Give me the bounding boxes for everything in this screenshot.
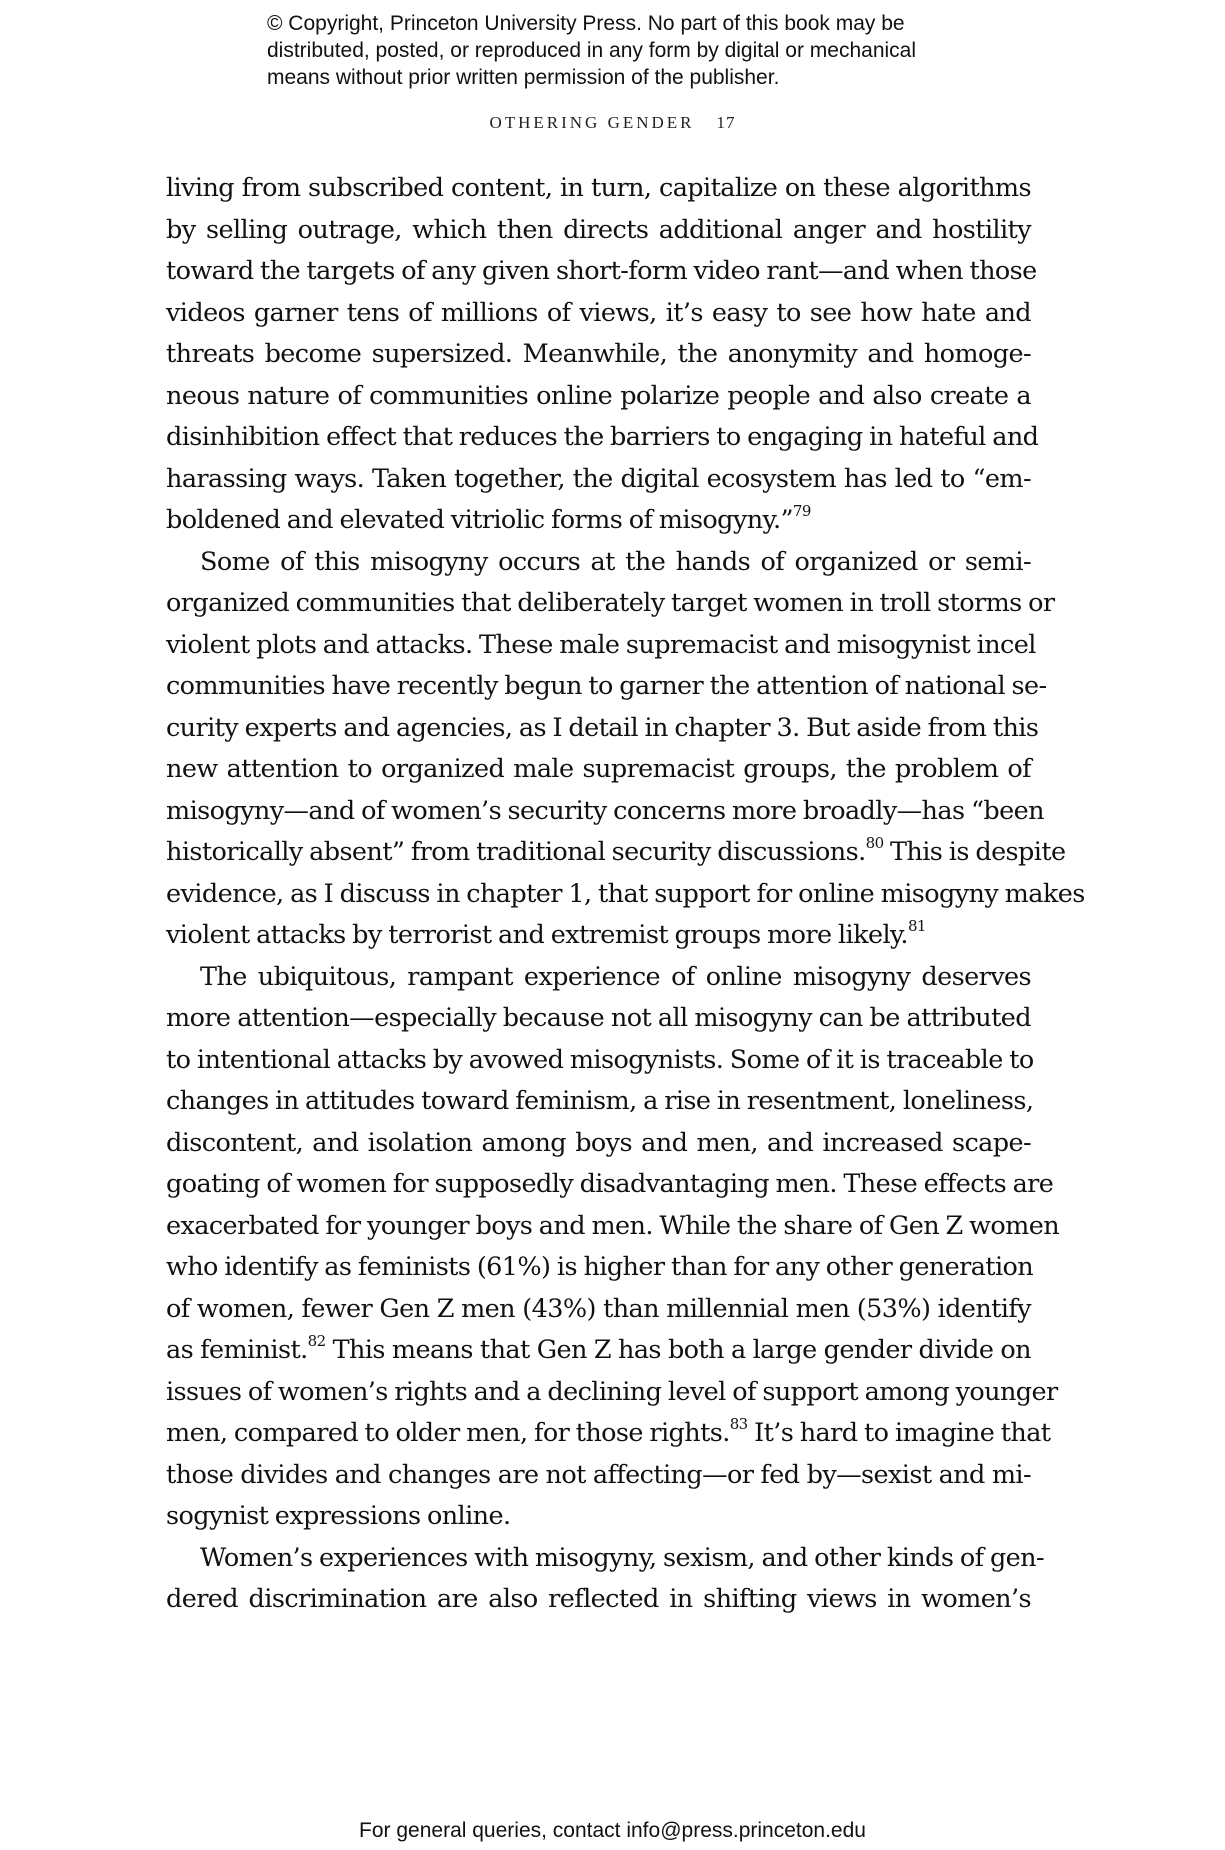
text-line: violent plots and attacks. These male supremacist and misogynist incel	[166, 629, 1036, 660]
text-line: threats become supersized. Meanwhile, the anonymity and homoge-	[166, 339, 1031, 369]
copyright-line: © Copyright, Princeton University Press. No part of this book may be	[267, 12, 905, 35]
text-line: misogyny—and of women’s security concerns more broadly—has “been	[166, 795, 1044, 826]
text-line: living from subscribed content, in turn, capitalize on these algorithms	[166, 173, 1031, 203]
text-line: goating of women for supposedly disadvantaging men. These effects are	[166, 1169, 1054, 1199]
text-line: to intentional attacks by avowed misogynists. Some of it is traceable to	[166, 1044, 1034, 1075]
text-line: harassing ways. Taken together, the digital ecosystem has led to “em-	[166, 463, 1031, 494]
note-reference: 83	[729, 1414, 748, 1433]
text-fragment: historically absent” from traditional security discussions.	[166, 837, 866, 867]
text-line	[166, 1413, 1051, 1455]
text-line: Some of this misogyny occurs at the hands of organized or semi-	[200, 546, 1031, 577]
text-line	[166, 832, 1066, 874]
note-reference: 80	[865, 833, 884, 852]
text-fragment: boldened and elevated vitriolic forms of misogyny.”	[166, 505, 793, 535]
text-line: organized communities that deliberately target women in troll storms or	[166, 588, 1055, 618]
note-reference: 82	[307, 1331, 326, 1350]
text-line: of women, fewer Gen Z men (43%) than millennial men (53%) identify	[166, 1293, 1031, 1324]
copyright-line: distributed, posted, or reproduced in any form by digital or mechanical	[267, 39, 917, 62]
text-line: The ubiquitous, rampant experience of online misogyny deserves	[200, 961, 1031, 992]
paragraph	[166, 957, 1060, 1538]
paragraph	[166, 1538, 1045, 1621]
text-line: communities have recently begun to garner the attention of national se-	[166, 671, 1047, 701]
text-line: videos garner tens of millions of views, it’s easy to see how hate and	[166, 297, 1031, 328]
page-number: 17	[716, 113, 736, 132]
text-line: sogynist expressions online.	[166, 1501, 511, 1531]
text-line: more attention—especially because not all misogyny can be attributed	[166, 1003, 1031, 1033]
text-fragment: men, compared to older men, for those rights.	[166, 1418, 730, 1448]
body-text	[166, 168, 1085, 1621]
text-line: new attention to organized male supremacist groups, the problem of	[166, 754, 1031, 784]
text-line: exacerbated for younger boys and men. While the share of Gen Z women	[166, 1210, 1060, 1241]
text-fragment: violent attacks by terrorist and extremist groups more likely.	[166, 920, 908, 950]
text-line	[166, 1330, 1031, 1372]
text-line: those divides and changes are not affecting—or fed by—sexist and mi-	[166, 1459, 1031, 1490]
text-fragment: This means that Gen Z has both a large gender divide on	[325, 1335, 1031, 1365]
copyright-notice	[267, 10, 1027, 91]
note-reference: 79	[792, 501, 811, 520]
paragraph	[166, 542, 1085, 957]
text-line: dered discrimination are also reflected in shifting views in women’s	[166, 1584, 1031, 1614]
paragraph	[166, 168, 1039, 542]
note-reference: 81	[907, 916, 926, 935]
text-line	[166, 500, 1031, 542]
footer-contact: For general queries, contact info@press.princeton.edu	[359, 1819, 866, 1842]
text-fragment: as feminist.	[166, 1335, 308, 1365]
text-line: Women’s experiences with misogyny, sexism, and other kinds of gen-	[200, 1542, 1045, 1573]
text-line: neous nature of communities online polarize people and also create a	[166, 380, 1031, 411]
text-line: disinhibition effect that reduces the barriers to engaging in hateful and	[166, 422, 1039, 452]
text-line	[166, 915, 1031, 957]
text-line: who identify as feminists (61%) is higher than for any other generation	[166, 1252, 1034, 1282]
text-fragment: It’s hard to imagine that	[747, 1418, 1051, 1448]
copyright-line: means without prior written permission of the publisher.	[267, 66, 780, 89]
text-fragment: This is despite	[883, 837, 1066, 867]
text-line: changes in attitudes toward feminism, a rise in resentment, loneliness,	[166, 1086, 1034, 1116]
chapter-title: OTHERING GENDER	[489, 113, 695, 132]
text-line: issues of women’s rights and a declining level of support among younger	[166, 1376, 1058, 1407]
text-line: by selling outrage, which then directs additional anger and hostility	[166, 214, 1031, 245]
running-head	[0, 113, 1225, 133]
text-line: evidence, as I discuss in chapter 1, that support for online misogyny makes	[166, 878, 1085, 909]
text-line: curity experts and agencies, as I detail in chapter 3. But aside from this	[166, 712, 1039, 743]
text-line: discontent, and isolation among boys and men, and increased scape-	[166, 1127, 1031, 1158]
text-line: toward the targets of any given short-form video rant—and when those	[166, 256, 1037, 286]
